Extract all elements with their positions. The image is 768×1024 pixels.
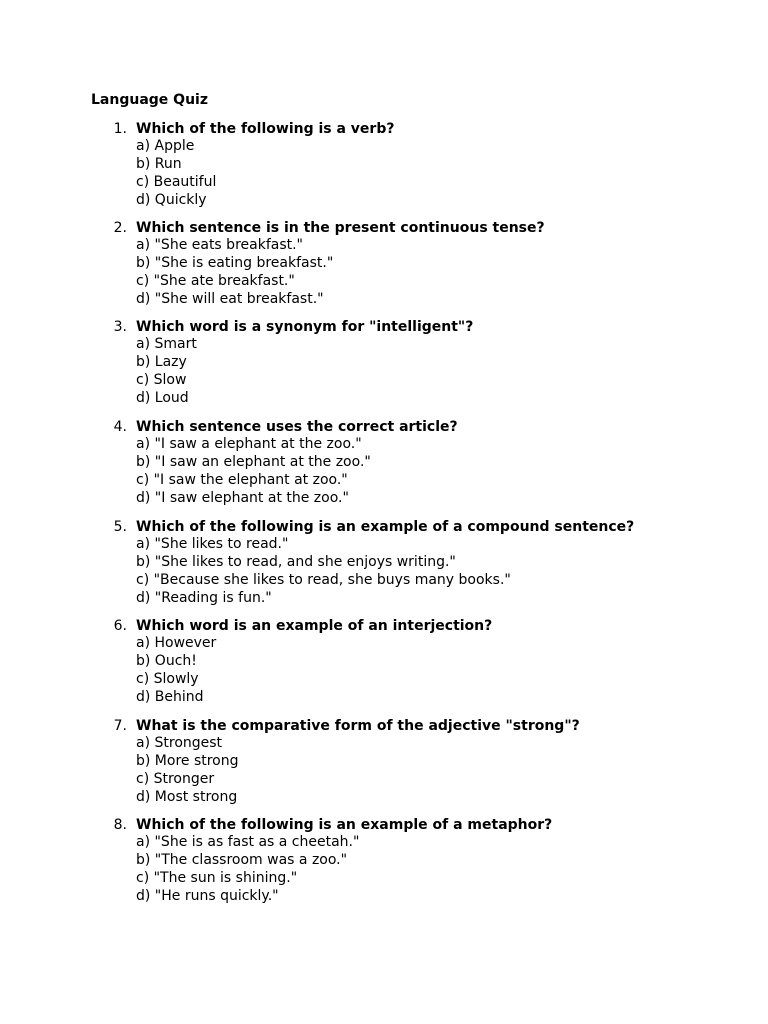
answer-option: c) "The sun is shining." <box>136 869 298 886</box>
answer-option: b) Run <box>136 155 182 172</box>
answer-option: d) "Reading is fun." <box>136 589 272 606</box>
answer-option: b) Lazy <box>136 353 187 370</box>
answer-option: a) "I saw a elephant at the zoo." <box>136 436 362 452</box>
question-number: 4. <box>113 419 127 435</box>
answer-option: d) Loud <box>136 389 189 406</box>
answer-option: b) "She likes to read, and she enjoys writing." <box>136 553 456 570</box>
answer-option: d) "He runs quickly." <box>136 887 279 904</box>
answer-option: c) Beautiful <box>136 173 217 190</box>
question-text: Which word is a synonym for "intelligent"? <box>136 319 474 335</box>
question-number: 3. <box>113 319 127 335</box>
answer-option: c) Stronger <box>136 770 215 787</box>
question-text: Which of the following is an example of a compound sentence? <box>136 519 635 535</box>
answer-option: c) "I saw the elephant at zoo." <box>136 471 348 488</box>
question-body <box>136 816 696 906</box>
answer-option: a) "She likes to read." <box>136 536 289 552</box>
question-number: 6. <box>113 618 127 634</box>
question-text: Which word is an example of an interjection? <box>136 618 493 634</box>
answer-option: b) "The classroom was a zoo." <box>136 851 348 868</box>
answer-option: b) "I saw an elephant at the zoo." <box>136 453 371 470</box>
question-body <box>136 518 696 608</box>
question-body <box>136 717 696 807</box>
answer-option: c) Slowly <box>136 670 199 687</box>
answer-option: d) Most strong <box>136 788 238 805</box>
answer-option: b) More strong <box>136 752 239 769</box>
question-text: Which of the following is an example of a metaphor? <box>136 817 553 833</box>
answer-option: d) Quickly <box>136 191 207 208</box>
question-number: 1. <box>113 121 127 137</box>
question-text: Which sentence uses the correct article? <box>136 419 458 435</box>
answer-option: c) Slow <box>136 371 187 388</box>
answer-option: c) "Because she likes to read, she buys many books." <box>136 571 511 588</box>
question-number: 2. <box>113 220 127 236</box>
answer-option: b) "She is eating breakfast." <box>136 254 334 271</box>
question-body <box>136 318 696 408</box>
answer-option: d) Behind <box>136 688 204 705</box>
answer-option: a) "She is as fast as a cheetah." <box>136 834 360 850</box>
question-text: Which sentence is in the present continuous tense? <box>136 220 545 236</box>
answer-option: a) However <box>136 635 217 651</box>
question-text: What is the comparative form of the adjective "strong"? <box>136 718 580 734</box>
answer-option: d) "I saw elephant at the zoo." <box>136 489 349 506</box>
page-title: Language Quiz <box>91 92 208 108</box>
answer-option: b) Ouch! <box>136 652 197 669</box>
answer-option: c) "She ate breakfast." <box>136 272 295 289</box>
question-body <box>136 219 696 309</box>
answer-option: a) "She eats breakfast." <box>136 237 303 253</box>
question-number: 5. <box>113 519 127 535</box>
answer-option: d) "She will eat breakfast." <box>136 290 324 307</box>
answer-option: a) Apple <box>136 138 195 154</box>
question-text: Which of the following is a verb? <box>136 121 395 137</box>
answer-option: a) Strongest <box>136 735 223 751</box>
question-body <box>136 617 696 707</box>
question-body <box>136 120 696 210</box>
answer-option: a) Smart <box>136 336 197 352</box>
question-number: 7. <box>113 718 127 734</box>
question-number: 8. <box>113 817 127 833</box>
question-body <box>136 418 696 508</box>
